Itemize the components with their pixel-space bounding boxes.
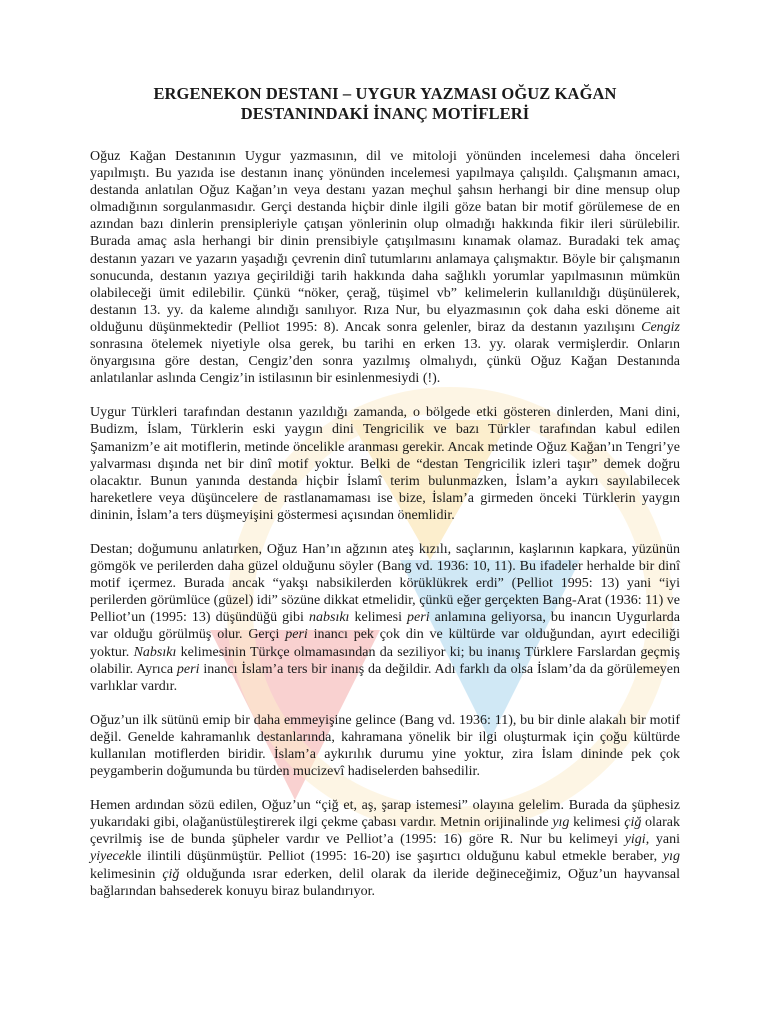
paragraph-text: inancı pek çok din ve kültürde var olduğundan, ayırt edeciliği yoktur. — [90, 627, 680, 660]
paragraph-5 — [90, 797, 680, 900]
paragraph-text: Oğuz Kağan Destanının Uygur yazmasının, dil ve mitoloji yönünden incelemesi daha önceleri yapılmıştı. Bu yazıda ise destanın inanç yönünden incelemesi yapılmaya çalışıldı. Çalışmanın amacı, destanda anlatılan Oğuz Kağan’ın veya destanı yazan meçhul şahsın herhangi bir dine mensup olup olmadığının sorgulanmasıdır. Gerçi destanda hiçbir dinle ilgili göze batan bir motif görülemese de en azından bazı dinlerin prensipleriyle çatışan yönlerinin olup olmadığı hakkında fikir ileri sürülebilir. Burada amaç asla herhangi bir dinin prensibiyle çatışılmasını kınamak olamaz. Buradaki tek amaç destanın yazarı ve yazarın yaşadığı çevrenin dinî tutumlarını anlamaya çalışmaktır. Böyle bir çalışmanın sonucunda, destanın yazıya geçirildiği tarih hakkında daha sağlıklı yorumlar yapılmasının mümkün olabileceği ümit edilebilir. Çünkü “nöker, çerağ, tüşimel vb” kelimelerin kullanıldığı düşünülerek, destanın 13. yy. da kaleme alındığı sanılıyor. Rıza Nur, bu elyazmasının çok daha eski döneme ait olduğunu düşünmektedir (Pelliot 1995: 8). Ancak sonra gelenler, biraz da destanın yazılışını — [90, 149, 680, 335]
italic-term: nabsıkı — [309, 610, 350, 626]
paragraph-text: olarak çevrilmiş ise de bunda şüpheler vardır ve Pelliot’a (1995: 16) göre R. Nur bu kelimeyi — [90, 815, 681, 848]
paragraph-4 — [90, 712, 680, 780]
document-title-line-1: ERGENEKON DESTANI – UYGUR YAZMASI OĞUZ KAĞAN — [153, 84, 617, 103]
italic-term: çiğ — [624, 815, 642, 831]
paragraph-text: inancı İslam’a ters bir inanış da değildir. Adı farklı da olsa İslam’da da görülemeyen varlıklar vardır. — [90, 661, 680, 694]
paragraph-text: Destan; doğumunu anlatırken, Oğuz Han’ın ağzının ateş kızılı, saçlarının, kaşlarının kapkara, yüzünün gömgök ve perilerden daha güzel olduğunu söyler (Bang vd. 1936: 10, 11). Bu ifadeler herhalde bir dinî motif içermez. Burada ancak “yakşı nabsikilerden körüklükrek erdi” (Pelliot 1995: 13) yani “iyi perilerden görümlüce (güzel) idi” sözüne dikkat etmelidir, çünkü eğer gerçekten Bang-Arat (1936: 11) ve Pelliot’un (1995: 13) düşündüğü gibi — [90, 541, 680, 626]
paragraph-text: Uygur Türkleri tarafından destanın yazıldığı zamanda, o bölgede etki gösteren dinlerden, Mani dini, Budizm, İslam, Türklerin eski yaygın dini Tengricilik ve bazı Türkler tarafından kabul edilen Şamanizm’e ait motiflerin, metinde öncelikle aranması gerekir. Ancak metinde Oğuz Kağan’ın Tengri’ye yalvarması dışında net bir dinî motif yoktur. Belki de “destan Tengricilik izleri taşır” demek doğru olacaktır. Bunun yanında destanda hiçbir İslamî terim bulunmazken, İslam’a aykırı sayılabilecek hareketlere veya düşüncelere de rastlanamaması ise bize, İslam’a girmeden önceki Türklerin yaygın dininin, İslam’a ters düşmeyişini göstermesi açısından önemlidir. — [90, 405, 680, 523]
paragraph-text: kelimesi — [569, 815, 625, 831]
italic-term: peri — [285, 627, 308, 643]
italic-term: peri — [407, 610, 430, 626]
paragraph-text: kelimesi — [349, 610, 408, 626]
document-body — [90, 84, 680, 917]
paragraph-text: kelimesinin Türkçe olmamasından da seziliyor ki; bu inanış Türklere Farslardan geçmiş olabilir. Ayrıca — [90, 644, 680, 677]
paragraph-2 — [90, 404, 680, 524]
paragraph-text: Hemen ardından sözü edilen, Oğuz’un “çiğ et, aş, şarap istemesi” olayına gelelim. Burada da şüphesiz yukarıdaki gibi, olağanüstüleştirerek ilgi çekme çabası vardır. Metnin orijinalinde — [90, 798, 680, 831]
paragraph-text: kelimesinin — [90, 866, 163, 882]
italic-term: yıg — [552, 815, 570, 831]
italic-term: Nabsıkı — [133, 644, 177, 660]
italic-term: çiğ — [162, 866, 180, 882]
paragraph-text: , yani — [645, 832, 680, 848]
document-title-line-2: DESTANINDAKİ İNANÇ MOTİFLERİ — [240, 104, 530, 123]
italic-term: yigi — [624, 832, 646, 848]
paragraph-text: olduğunda ısrar ederken, delil olarak da ileride değineceğimiz, Oğuz’un hayvansal bağlarından bahsederek konuyu biraz bulandırıyor. — [90, 866, 680, 899]
paragraph-text: sonrasına ötelemek niyetiyle olsa gerek, bu tarihi en erken 13. yy. olarak vermişlerdir. Onların önyargısına göre destan, Cengiz’den sonra yazılmış olmalıydı, çünkü Oğuz Kağan Destanında anlatılanlar aslında Cengiz’in istilasının bir esinlenmesiydi (!). — [90, 337, 680, 387]
italic-term: yiyecek — [90, 849, 132, 865]
italic-term: Cengiz — [641, 319, 680, 335]
paragraph-text: anlamına geliyorsa, bu inancın Uygurlarda var olduğu görülmüş olur. Gerçi — [90, 610, 681, 643]
paragraph-text: Oğuz’un ilk sütünü emip bir daha emmeyişine gelince (Bang vd. 1936: 11), bu bir dinle alakalı bir motif değil. Genelde kahramanlık destanlarında, kahramana yönelik bir ilgi oluşturmak için çoğu kültürde kullanılan motiflerden biridir. İslam’a aykırılık durumu yine yoktur, zira İslam dininde pek çok peygamberin doğumunda bu türden mucizevî hadiselerden bahsedilir. — [90, 712, 680, 780]
paragraph-1 — [90, 148, 680, 387]
italic-term: peri — [176, 661, 200, 677]
document-title — [90, 84, 680, 124]
italic-term: yıg — [662, 849, 680, 865]
paragraph-3 — [90, 541, 680, 695]
paragraph-text: le ilintili düşünmüştür. Pelliot (1995: 16-20) ise şaşırtıcı olduğunu kabul etmekle beraber, — [131, 849, 663, 865]
